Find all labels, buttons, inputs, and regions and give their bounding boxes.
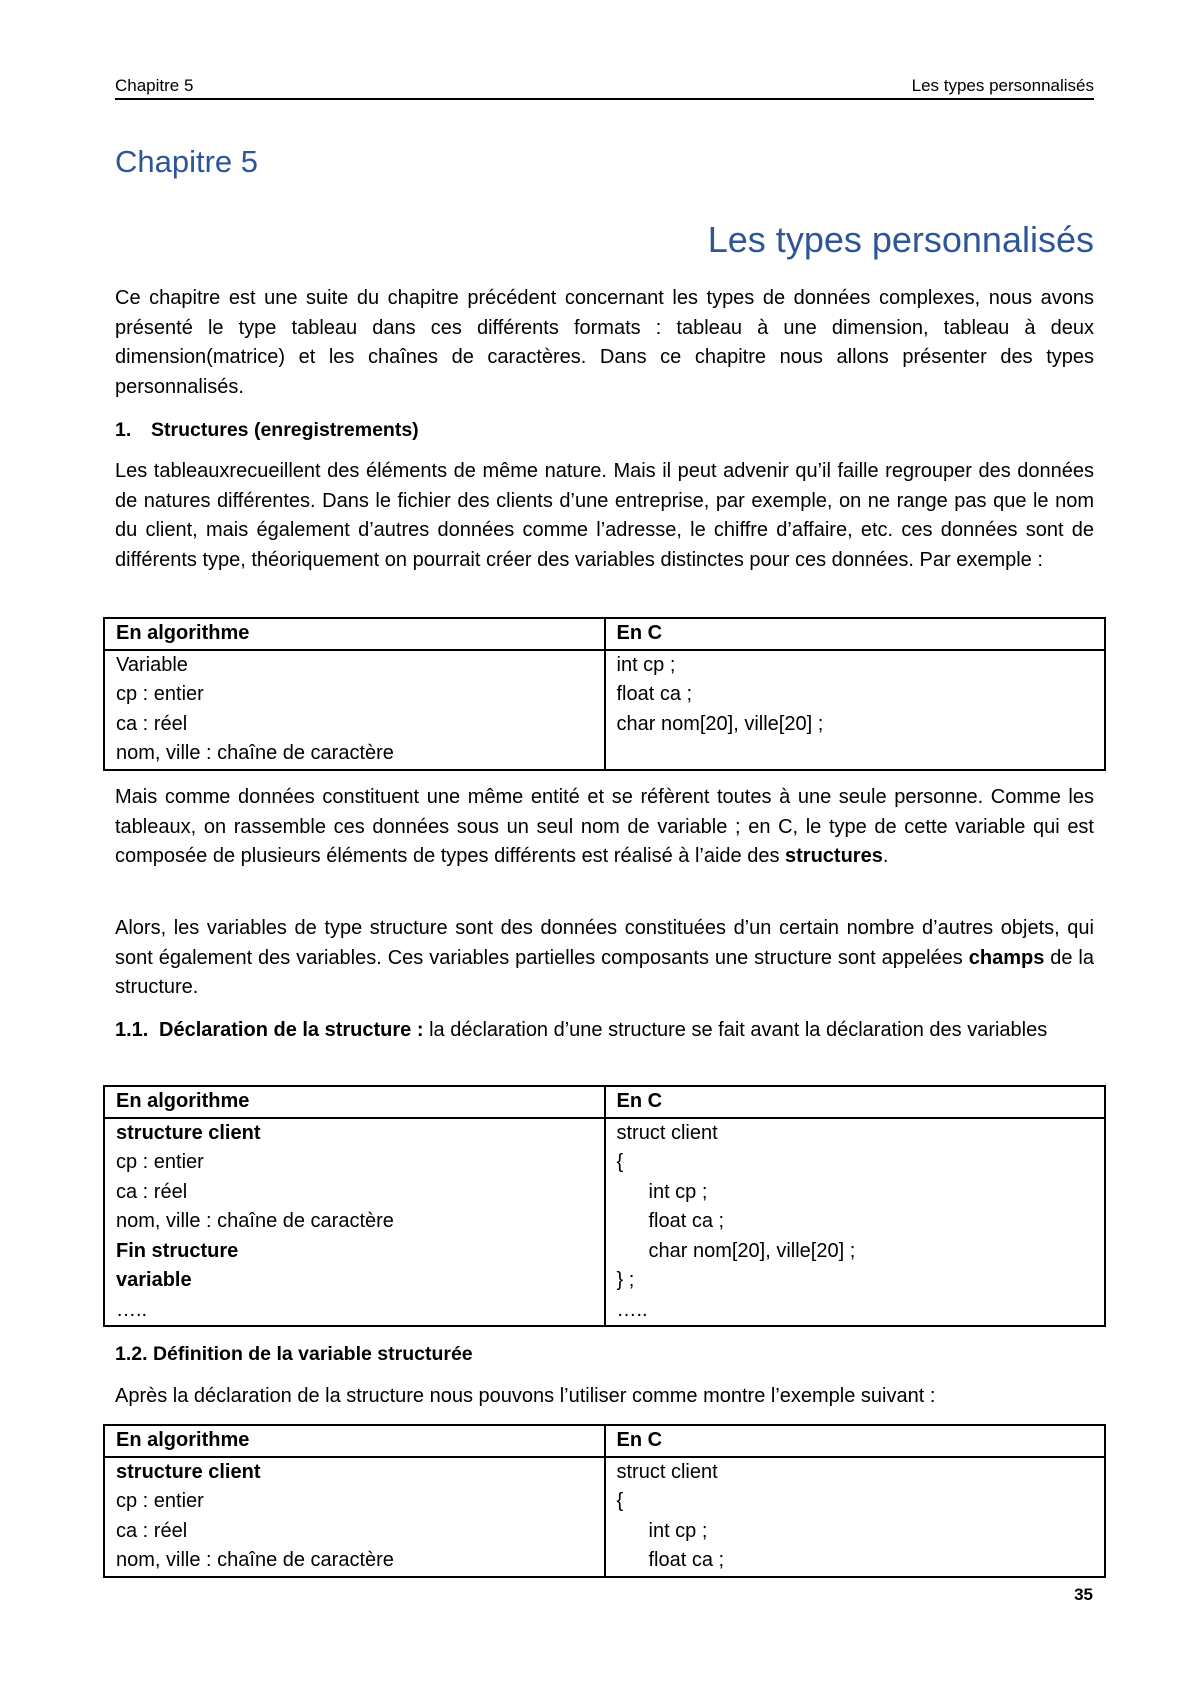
section-1-heading	[115, 416, 1094, 444]
code-line: cp : entier	[116, 1151, 204, 1173]
code-table-2	[103, 1085, 1106, 1327]
table-2-header-algo: En algorithme	[104, 1086, 605, 1118]
code-line: …..	[616, 1298, 648, 1321]
code-line: int cp ;	[648, 1519, 708, 1542]
paragraph-3	[115, 914, 1094, 1003]
table-3-c-cell	[605, 1457, 1106, 1577]
code-line	[116, 1458, 593, 1488]
paragraph-2-end: .	[882, 845, 889, 867]
chapter-label: Chapitre 5	[115, 144, 259, 179]
paragraph-3-text: Alors, les variables de type structure sont des données constituées d’un certain nombre d’autres objets, qui sont également des variables. Ces variables partielles composants une structure sont appelées	[115, 917, 1094, 969]
code-line: float ca ;	[616, 683, 693, 705]
page-number: 35	[1074, 1585, 1093, 1604]
section-1-1	[115, 1016, 1094, 1046]
paragraph-2-bold: structures	[785, 845, 883, 867]
code-line: float ca ;	[648, 1549, 725, 1571]
chapter-title: Les types personnalisés	[707, 219, 1094, 260]
table-2-header-c: En C	[605, 1086, 1106, 1118]
code-line: ca : réel	[116, 1519, 188, 1542]
table-1-c-cell	[605, 650, 1106, 770]
paragraph-2	[115, 783, 1094, 872]
code-table-3	[103, 1424, 1106, 1578]
table-2-c-cell	[605, 1118, 1106, 1327]
header-title: Les types personnalisés	[911, 76, 1094, 95]
code-line: char nom[20], ville[20] ;	[616, 712, 824, 735]
code-line: Variable	[116, 653, 188, 676]
table-3-algo-cell	[104, 1457, 605, 1577]
intro-paragraph: Ce chapitre est une suite du chapitre précédent concernant les types de données complexes, nous avons présenté le type tableau dans ces différents formats : tableau à une dimension, tableau à deux dimension(matrice) et les chaînes de caractères. Dans ce chapitre nous allons présenter des types personnalisés.	[115, 287, 1094, 398]
paragraph-2-text: Mais comme données constituent une même entité et se réfèrent toutes à une seule personne. Comme les tableaux, on rassemble ces données sous un seul nom de variable ; en C, le type de cette variable qui est composée de plusieurs éléments de types différents est réalisé à l’aide des	[115, 786, 1094, 867]
running-header	[115, 76, 1094, 100]
code-line: Fin structure	[116, 1239, 239, 1262]
code-line: struct client	[616, 1460, 718, 1483]
section-1-1-title: Déclaration de la structure :	[159, 1019, 424, 1041]
section-1-1-number: 1.1.	[115, 1019, 149, 1041]
table-2-algo-cell	[104, 1118, 605, 1327]
table-1-header-c: En C	[605, 618, 1106, 650]
table-3-header-c: En C	[605, 1425, 1106, 1457]
code-line: cp : entier	[116, 1490, 204, 1512]
paragraph-1: Les tableauxrecueillent des éléments de même nature. Mais il peut advenir qu’il faille regrouper des données de natures différentes. Dans le fichier des clients d’une entreprise, par exemple, on ne range pas que le nom du client, mais également d’autres données comme l’adresse, le chiffre d’affaire, etc. ces données sont de différents type, théoriquement on pourrait créer des variables distinctes pour ces données. Par exemple :	[115, 460, 1094, 571]
table-1-header-algo: En algorithme	[104, 618, 605, 650]
code-line: int cp ;	[648, 1180, 708, 1203]
code-line: int cp ;	[616, 653, 676, 676]
code-line: ca : réel	[116, 712, 188, 735]
section-1-2-number: 1.2.	[115, 1343, 148, 1365]
section-1-2-title: Définition de la variable structurée	[152, 1343, 473, 1365]
code-line: float ca ;	[648, 1210, 725, 1232]
paragraph-3-end: de la structure.	[115, 946, 1094, 998]
code-line: {	[616, 1490, 624, 1512]
code-line	[116, 1119, 593, 1149]
code-keyword: structure client	[116, 1121, 261, 1144]
code-line: variable	[116, 1269, 192, 1291]
code-line: nom, ville : chaîne de caractère	[116, 1549, 394, 1571]
header-chapter: Chapitre 5	[115, 76, 194, 95]
code-line: …..	[116, 1298, 148, 1321]
code-line: nom, ville : chaîne de caractère	[116, 1210, 394, 1232]
table-1-algo-cell	[104, 650, 605, 770]
code-line: cp : entier	[116, 683, 204, 705]
table-3-header-algo: En algorithme	[104, 1425, 605, 1457]
section-1-1-text: la déclaration d’une structure se fait avant la déclaration des variables	[429, 1019, 1048, 1041]
paragraph-4: Après la déclaration de la structure nous pouvons l’utiliser comme montre l’exemple suivant :	[115, 1385, 936, 1407]
section-1-number: 1.	[115, 419, 132, 441]
section-1-title: Structures (enregistrements)	[151, 419, 419, 441]
code-keyword: structure client	[116, 1460, 261, 1483]
code-line: struct client	[616, 1121, 718, 1144]
paragraph-3-bold: champs	[968, 946, 1045, 969]
code-line: char nom[20], ville[20] ;	[648, 1239, 856, 1262]
code-table-1	[103, 617, 1106, 771]
section-1-2-heading	[115, 1340, 1094, 1368]
code-line: {	[616, 1151, 624, 1173]
code-line: } ;	[616, 1269, 635, 1291]
code-line: nom, ville : chaîne de caractère	[116, 742, 394, 764]
code-line: ca : réel	[116, 1180, 188, 1203]
